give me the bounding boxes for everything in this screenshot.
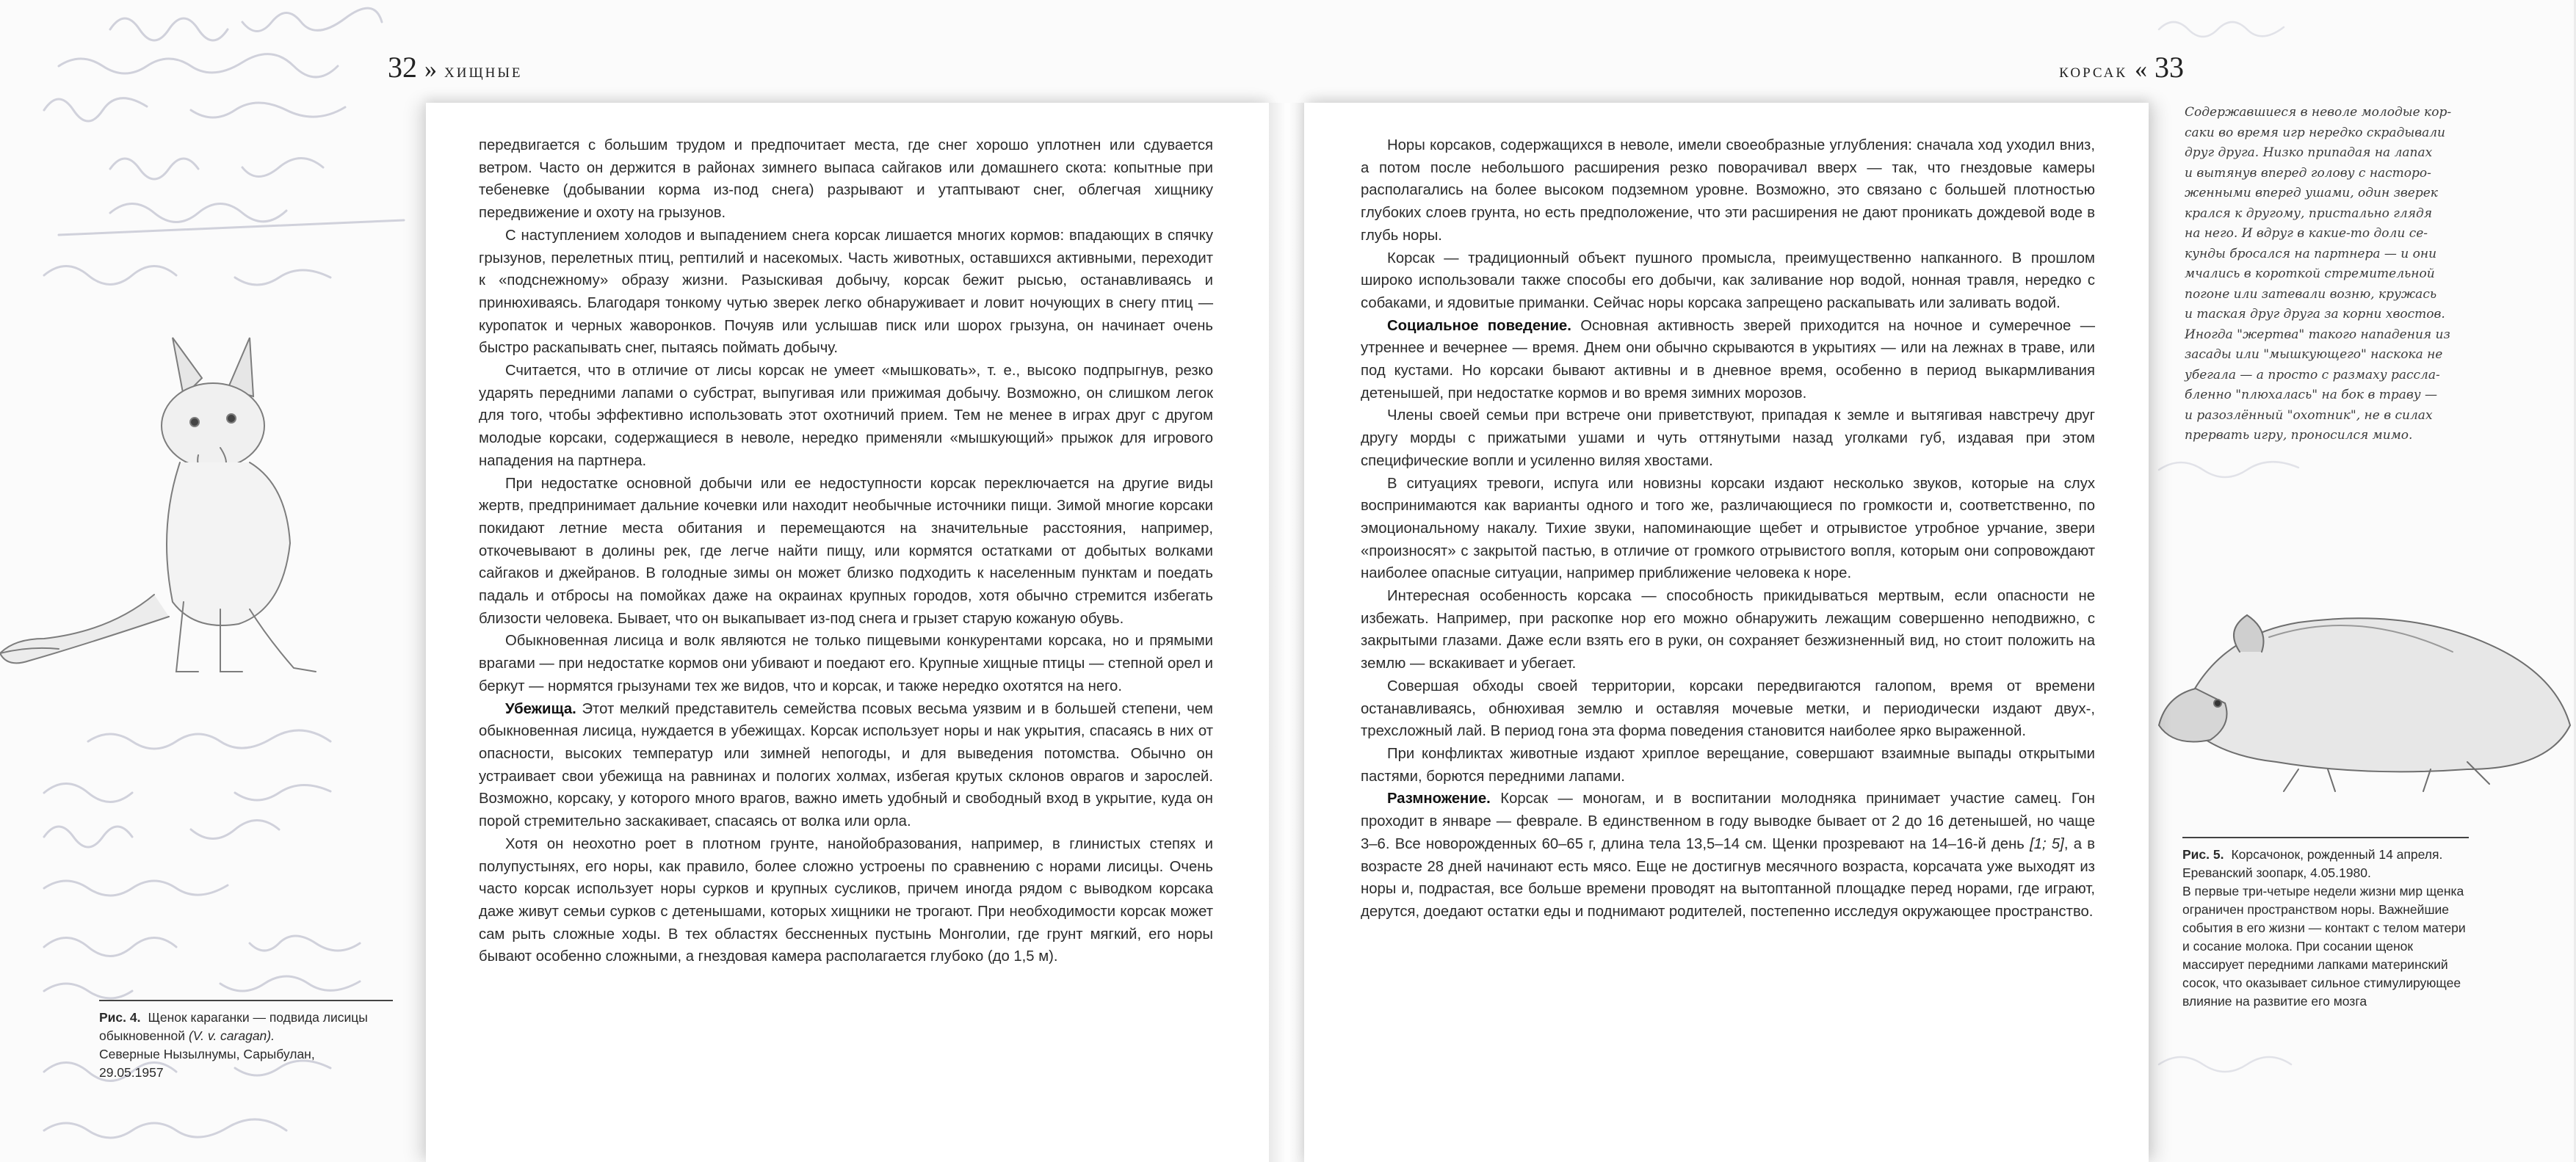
- side-note: [2185, 103, 2478, 446]
- side-note-line: крался к другому, пристально глядя: [2185, 206, 2433, 221]
- shelters-text: Этот мелкий представитель семейства псовых весьма уязвим и в большей степени, чем обыкновенная лисица, нуждается в убежищах. Корсак использует норы и нак укрытия, спасаясь в них от опасности, высоких температур или зимней непогоды, и для выведения потомства. Обычно он устраивает свои убежища на равнинах и пологих холмах, избегая крутых склонов оврагов и зарослей. Возможно, корсаку, у которого много врагов, важно иметь удобный и свободный вход в укрытие, куда он порой стремительно заскакивает, спасаясь от волка или орла.: [479, 700, 1213, 830]
- side-note-line: засады или "мышкующего" наскока не: [2185, 347, 2443, 362]
- social-text: Основная активность зверей приходится на ночное и сумеречное — утреннее и вечернее — время. Днем они обычно скрываются в укрытиях — или на лежнах в траве, или под кустами. Но корсаки бывают активны и в дневное время, особенно в период выкармливания детенышей, при недостатке кормов и во время зимних морозов.: [1361, 317, 2096, 402]
- side-note-line: убегала — а просто с размаху рассла-: [2185, 367, 2440, 382]
- paragraph: Совершая обходы своей территории, корсаки передвигаются галопом, время от времени останавливаясь, обнюхивая землю и оставляя мочевые метки, и периодически издают двух-, трехсложный лай. В период гона эта форма поведения становится наиболее ярко выраженной.: [1361, 678, 2095, 740]
- caption-place: Северные Нызылнумы, Сарыбулан,: [99, 1047, 315, 1061]
- left-section-title: ХИЩНЫЕ: [444, 65, 523, 81]
- section-lead-reproduction: Размножение.: [1387, 791, 1491, 807]
- caption-label: Рис. 4.: [99, 1010, 141, 1025]
- side-note-line: мчались в короткой стремительной: [2185, 266, 2435, 281]
- paragraph: Интересная особенность корсака — способность прикидываться мертвым, если опасности не избежать. Например, при раскопке нор его можно обнаружить лежащим совершенно неподвижно, с закрытыми глазами. Даже если взять его в руки, он сохраняет безжизненный вид, но стоит положить на землю — вскакивает и убегает.: [1361, 588, 2095, 672]
- paragraph: Хотя он неохотно роет в плотном грунте, нанойобразования, например, в глинистых степях и полупустынях, его норы, как правило, более сложно устроены по сравнению с норами лисицы. Очень часто корсак использует норы сурков и крупных сусликов, причем иногда рядом с выводком корсака даже живут семьи сурков с детенышами, которых хищники не трогают. При необходимости корсак может сам рыть сложные ходы. В тех областях бессненных пустынь Монголии, где грунт мягкий, его норы бывают особенно сложными, а гнездовая камера располагается глубоко (до 1,5 м).: [479, 835, 1213, 965]
- caption-date: 4.05.1980.: [2310, 865, 2371, 880]
- paragraph: Норы корсаков, содержащихся в неволе, имели своеобразные углубления: сначала ход уходил вниз, а потом после небольшого расширения резко поворачивал вверх — так, что гнездовые камеры располагались на более высоком подземном уровне. Возможно, это связано с большей плотностью глубоких слоев грунта, но есть предположение, что эти расширения не дают проникать дождевой воде в глубь норы.: [1361, 137, 2095, 244]
- book-gutter: [1269, 103, 1306, 1162]
- side-note-line: и таская друг друга за корни хвостов.: [2185, 307, 2445, 322]
- reference: [1; 5]: [2030, 835, 2064, 852]
- section-lead-shelters: Убежища.: [505, 700, 576, 717]
- left-running-head: [388, 50, 523, 84]
- paragraph: В ситуациях тревоги, испуга или новизны корсаки издают несколько звуков, которые на слух воспринимаются как варианты одного и того же, различающиеся по громкости и, соответственно, по эмоциональному накалу. Тихие звуки, напоминающие щебет и отрывистое утробное урчание, звери «произносят» с закрытой пастью, в отличие от громкого отрывистого вопля, которым они сопровождают наиболее опасные ситуации, например приближение человека к норе.: [1361, 475, 2095, 582]
- paragraph: При конфликтах животные издают хриплое верещание, совершают взаимные выпады открытыми пастями, борются передними лапами.: [1361, 745, 2095, 785]
- left-page-number: 32: [388, 51, 417, 84]
- right-section-title: КОРСАК: [2059, 65, 2127, 81]
- side-note-line: саки во время игр нередко скрадывали: [2185, 125, 2445, 140]
- caption-date: 29.05.1957: [99, 1065, 164, 1080]
- reproduction-text: Корсак — моногам, и в воспитании молодняка принимает участие самец. Гон проходит в январе — феврале. В единственном в году выводке бывает от 2 до 16 детенышей, но чаще 3–6. Все новорожденных 60–65 г, длина тела 13,5–14 см. Щенки прозревают на 14–16-й день: [1361, 791, 2095, 852]
- figure-4-caption: [99, 1000, 393, 1082]
- side-note-line: кунды бросался на партнера — и они: [2185, 246, 2437, 261]
- paragraph: При недостатке основной добычи или ее недоступности корсак переключается на другие виды жертв, предпринимает дальние кочевки или находит необычные источники пищи. Зимой многие корсаки покидают летние места обитания и перемещаются на значительные расстояния, например, откочевывают в долины рек, где легче найти пищу, или кормятся остатками от добытых волками сайгаков и джейранов. В голодные зимы он может близко подходить к населенным пунктам и поедать падаль и отбросы на помойках даже на окраинах крупных городов, хотя обычно стремится избегать близости человека. Бывает, что он выкапывает из-под снега и грызет старую кожаную обувь.: [479, 475, 1213, 627]
- right-page-number: 33: [2154, 51, 2184, 84]
- paragraph: Члены своей семьи при встрече они приветствуют, припадая к земле и вытягивая навстречу друг другу морды с прижатыми ушами и чуть оттянутыми назад уголками губ, издавая при этом специфические вопли и усиленно виляя хвостами.: [1361, 407, 2095, 469]
- side-note-line: и вытянув вперед голову с насторо-: [2185, 165, 2431, 181]
- side-note-line: и разозлённый "охотник", не в силах: [2185, 407, 2433, 423]
- side-note-line: друг друга. Низко припадая на лапах: [2185, 145, 2433, 160]
- side-note-line: погоне или затевали возню, кружась: [2185, 286, 2437, 302]
- caption-text: Корсачонок, рожденный 14 апреля. Ереванский зоопарк,: [2182, 847, 2443, 880]
- left-page-marker: »: [424, 56, 437, 83]
- left-text-column: [479, 134, 1213, 968]
- paragraph: Считается, что в отличие от лисы корсак не умеет «мышковать», т. е., высоко подпрыгнув, резко ударять передними лапами о субстрат, выпугивая или прижимая добычу. Возможно, он слишком легок для того, чтобы эффективно использовать этот охотничий прием. Тем не менее в играх друг с другом молодые корсаки, содержащиеся в неволе, нередко применяли «мышкующий» прыжок для игрового нападения на партнера.: [479, 363, 1213, 469]
- caption-label: Рис. 5.: [2182, 847, 2224, 862]
- section-lead-social: Социальное поведение.: [1387, 317, 1571, 334]
- paragraph-reproduction: [1361, 788, 2095, 923]
- paragraph-shelters: [479, 698, 1213, 833]
- side-note-line: Иногда "жертва" такого нападения из: [2185, 327, 2450, 342]
- right-running-head: [2059, 50, 2184, 84]
- side-note-line: женными вперед ушами, один зверек: [2185, 186, 2438, 200]
- paragraph: С наступлением холодов и выпадением снега корсак лишается многих кормов: впадающих в спячку грызунов, перелетных птиц, рептилий и насекомых. Часть животных, оставшихся активными, переходит к «подснежному» образу жизни. Разыскивая добычу, корсак бежит рысью, останавливаясь и принюхиваясь. Благодаря тонкому чутью зверек легко обнаруживает и ловит ночующих в снегу птиц — куропаток и черных жаворонков. Почуяв или услышав писк или шорох грызуна, он начинает очень быстро раскапывать снег, пытаясь поймать добычу.: [479, 227, 1213, 357]
- side-note-line: Содержавшиеся в неволе молодые кор-: [2185, 105, 2452, 120]
- figure-5-caption: [2182, 837, 2469, 1011]
- right-page-marker: «: [2135, 56, 2147, 83]
- right-text-column: [1361, 134, 2095, 923]
- side-note-line: прервать игру, проносился мимо.: [2185, 428, 2413, 443]
- reproduction-tail: , а в возрасте 28 дней начинают есть мясо. Еще не достигнув месячного возраста, корсачата уже выходят из норы и, подрастая, все больше времени проводят на вытоптанной площадке перед норами, где играют, дерутся, доедают остатки еды и поднимают родителей, постепенно исследуя окружающее пространство.: [1361, 835, 2096, 920]
- side-note-line: бленно "плюхалась" на бок в траву —: [2185, 388, 2438, 402]
- paragraph: Обыкновенная лисица и волк являются не только пищевыми конкурентами корсака, но и прямыми врагами — при недостатке кормов они убивают и поедают его. Крупные хищные птицы — степной орел и беркут — нормятся грызунами тех же видов, что и корсак, и также нередко охотятся на него.: [479, 633, 1213, 694]
- korsak-pup-sketch: [2152, 505, 2576, 828]
- paragraph: передвигается с большим трудом и предпочитает места, где снег хорошо уплотнен или сдувается ветром. Часто он держится в районах зимнего выпаса сайгаков или домашнего скота: копытные при тебеневке (добывании корма из-под снега) разрывают и утаптывают снег, облегчая хищнику передвижение и охоту на грызунов.: [479, 137, 1213, 222]
- paragraph: Корсак — традиционный объект пушного промысла, преимущественно напканного. В прошлом широко использовали также способы его добычи, как заливание нор водой, нонная травля, нередко с собаками, и ядовитые приманки. Сейчас норы корсака запрещено раскапывать или заливать водой.: [1361, 250, 2095, 311]
- paragraph-social: [1361, 315, 2095, 405]
- fox-cub-sketch: [0, 308, 411, 719]
- caption-body: В первые три-четыре недели жизни мир щенка ограничен пространством норы. Важнейшие события в его жизни — контакт с телом матери и сосание молока. При сосании щенок массирует передними лапками материнский сосок, что оказывает сильное стимулирующее влияние на развитие его мозга: [2182, 884, 2466, 1009]
- caption-latin: (V. v. caragan).: [188, 1028, 275, 1043]
- caption-text: Щенок караганки — подвида лисицы обыкновенной: [99, 1010, 368, 1043]
- side-note-line: на него. И вдруг в какие-то доли се-: [2185, 226, 2428, 241]
